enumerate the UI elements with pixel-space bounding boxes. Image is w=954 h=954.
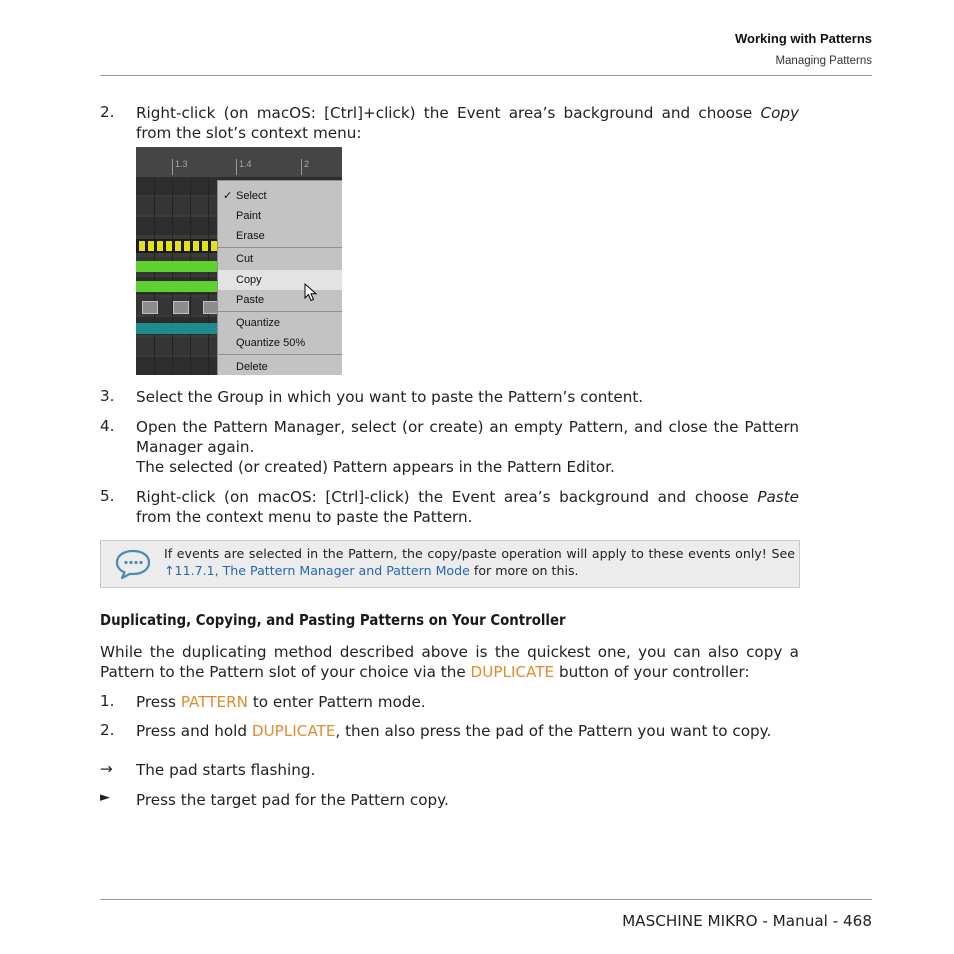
menu-command-emphasis: Copy: [760, 104, 799, 122]
note-event-teal: [136, 323, 218, 334]
step-number: 1.: [100, 692, 115, 710]
controller-button-name: DUPLICATE: [251, 722, 336, 740]
cross-reference-link[interactable]: ↑11.7.1, The Pattern Manager and Pattern Mode: [164, 563, 470, 578]
step-text: Press and hold DUPLICATE, then also press the pad of the Pattern you want to copy.: [136, 722, 772, 740]
note-text: If events are selected in the Pattern, the copy/paste operation will apply to these events only! See ↑11.7.1, The Pattern Manager and Pattern Mode for more on this.: [164, 546, 795, 578]
menu-separator: [218, 311, 342, 312]
page-footer: MASCHINE MIKRO - Manual - 468: [622, 912, 872, 930]
step-number: 5.: [100, 487, 115, 505]
running-header-subtitle: Managing Patterns: [775, 55, 872, 67]
note-box: [100, 540, 800, 588]
menu-separator: [218, 354, 342, 355]
context-menu: [217, 180, 342, 375]
menu-item-cut[interactable]: Cut: [236, 253, 254, 265]
mouse-pointer-icon: [304, 283, 318, 303]
step-result: The selected (or created) Pattern appears in the Pattern Editor.: [136, 458, 615, 476]
menu-item-delete[interactable]: Delete: [236, 361, 268, 373]
note-event-gray: [142, 301, 158, 314]
menu-item-select[interactable]: ✓ Select: [223, 190, 267, 202]
controller-button-name: DUPLICATE: [470, 663, 555, 681]
step-number: 4.: [100, 417, 115, 435]
step-text: Right-click (on macOS: [Ctrl]+click) the Event area’s background and choose Copy from the slot’s context menu:: [136, 104, 799, 142]
checkmark-icon: ✓: [223, 190, 233, 202]
ruler-label: 1.4: [239, 159, 252, 169]
step-text: Open the Pattern Manager, select (or create) an empty Pattern, and close the Pattern Manager again.: [136, 418, 799, 456]
step-number: 2.: [100, 103, 115, 121]
step-number: 2.: [100, 721, 115, 739]
action-triangle-icon: ►: [100, 790, 110, 805]
menu-item-erase[interactable]: Erase: [236, 230, 265, 242]
note-event-green: [136, 261, 218, 272]
section-heading: Duplicating, Copying, and Pasting Patterns on Your Controller: [100, 611, 566, 629]
menu-item-paste[interactable]: Paste: [236, 294, 265, 306]
note-events-yellow: [136, 239, 218, 253]
header-divider: [100, 75, 872, 76]
menu-item-quantize[interactable]: Quantize: [236, 317, 281, 329]
controller-button-name: PATTERN: [180, 693, 249, 711]
timeline-ruler: [136, 147, 342, 177]
step-text: Right-click (on macOS: [Ctrl]-click) the Event area’s background and choose Paste from the context menu to paste the Pattern.: [136, 488, 799, 526]
ruler-label: 2: [304, 159, 310, 169]
step-text: Press PATTERN to enter Pattern mode.: [136, 693, 426, 711]
menu-item-copy[interactable]: Copy: [218, 270, 342, 290]
context-menu-screenshot: [136, 147, 342, 375]
result-text: The pad starts flashing.: [136, 761, 316, 779]
ruler-label: 1.3: [175, 159, 188, 169]
note-event-green: [136, 281, 218, 292]
step-text: Select the Group in which you want to paste the Pattern’s content.: [136, 388, 644, 406]
menu-item-paint[interactable]: Paint: [236, 210, 262, 222]
action-text: Press the target pad for the Pattern copy.: [136, 791, 449, 809]
running-header-title: Working with Patterns: [735, 31, 872, 46]
speech-bubble-icon: [114, 548, 152, 580]
step-number: 3.: [100, 387, 115, 405]
result-arrow-icon: →: [100, 760, 113, 778]
menu-item-quantize-50[interactable]: Quantize 50%: [236, 337, 306, 349]
note-event-gray: [173, 301, 189, 314]
section-intro: While the duplicating method described above is the quickest one, you can also copy a Pattern to the Pattern slot of your choice via the DUPLICATE button of your controller:: [100, 643, 799, 681]
footer-divider: [100, 899, 872, 900]
menu-command-emphasis: Paste: [757, 488, 799, 506]
menu-separator: [218, 247, 342, 248]
